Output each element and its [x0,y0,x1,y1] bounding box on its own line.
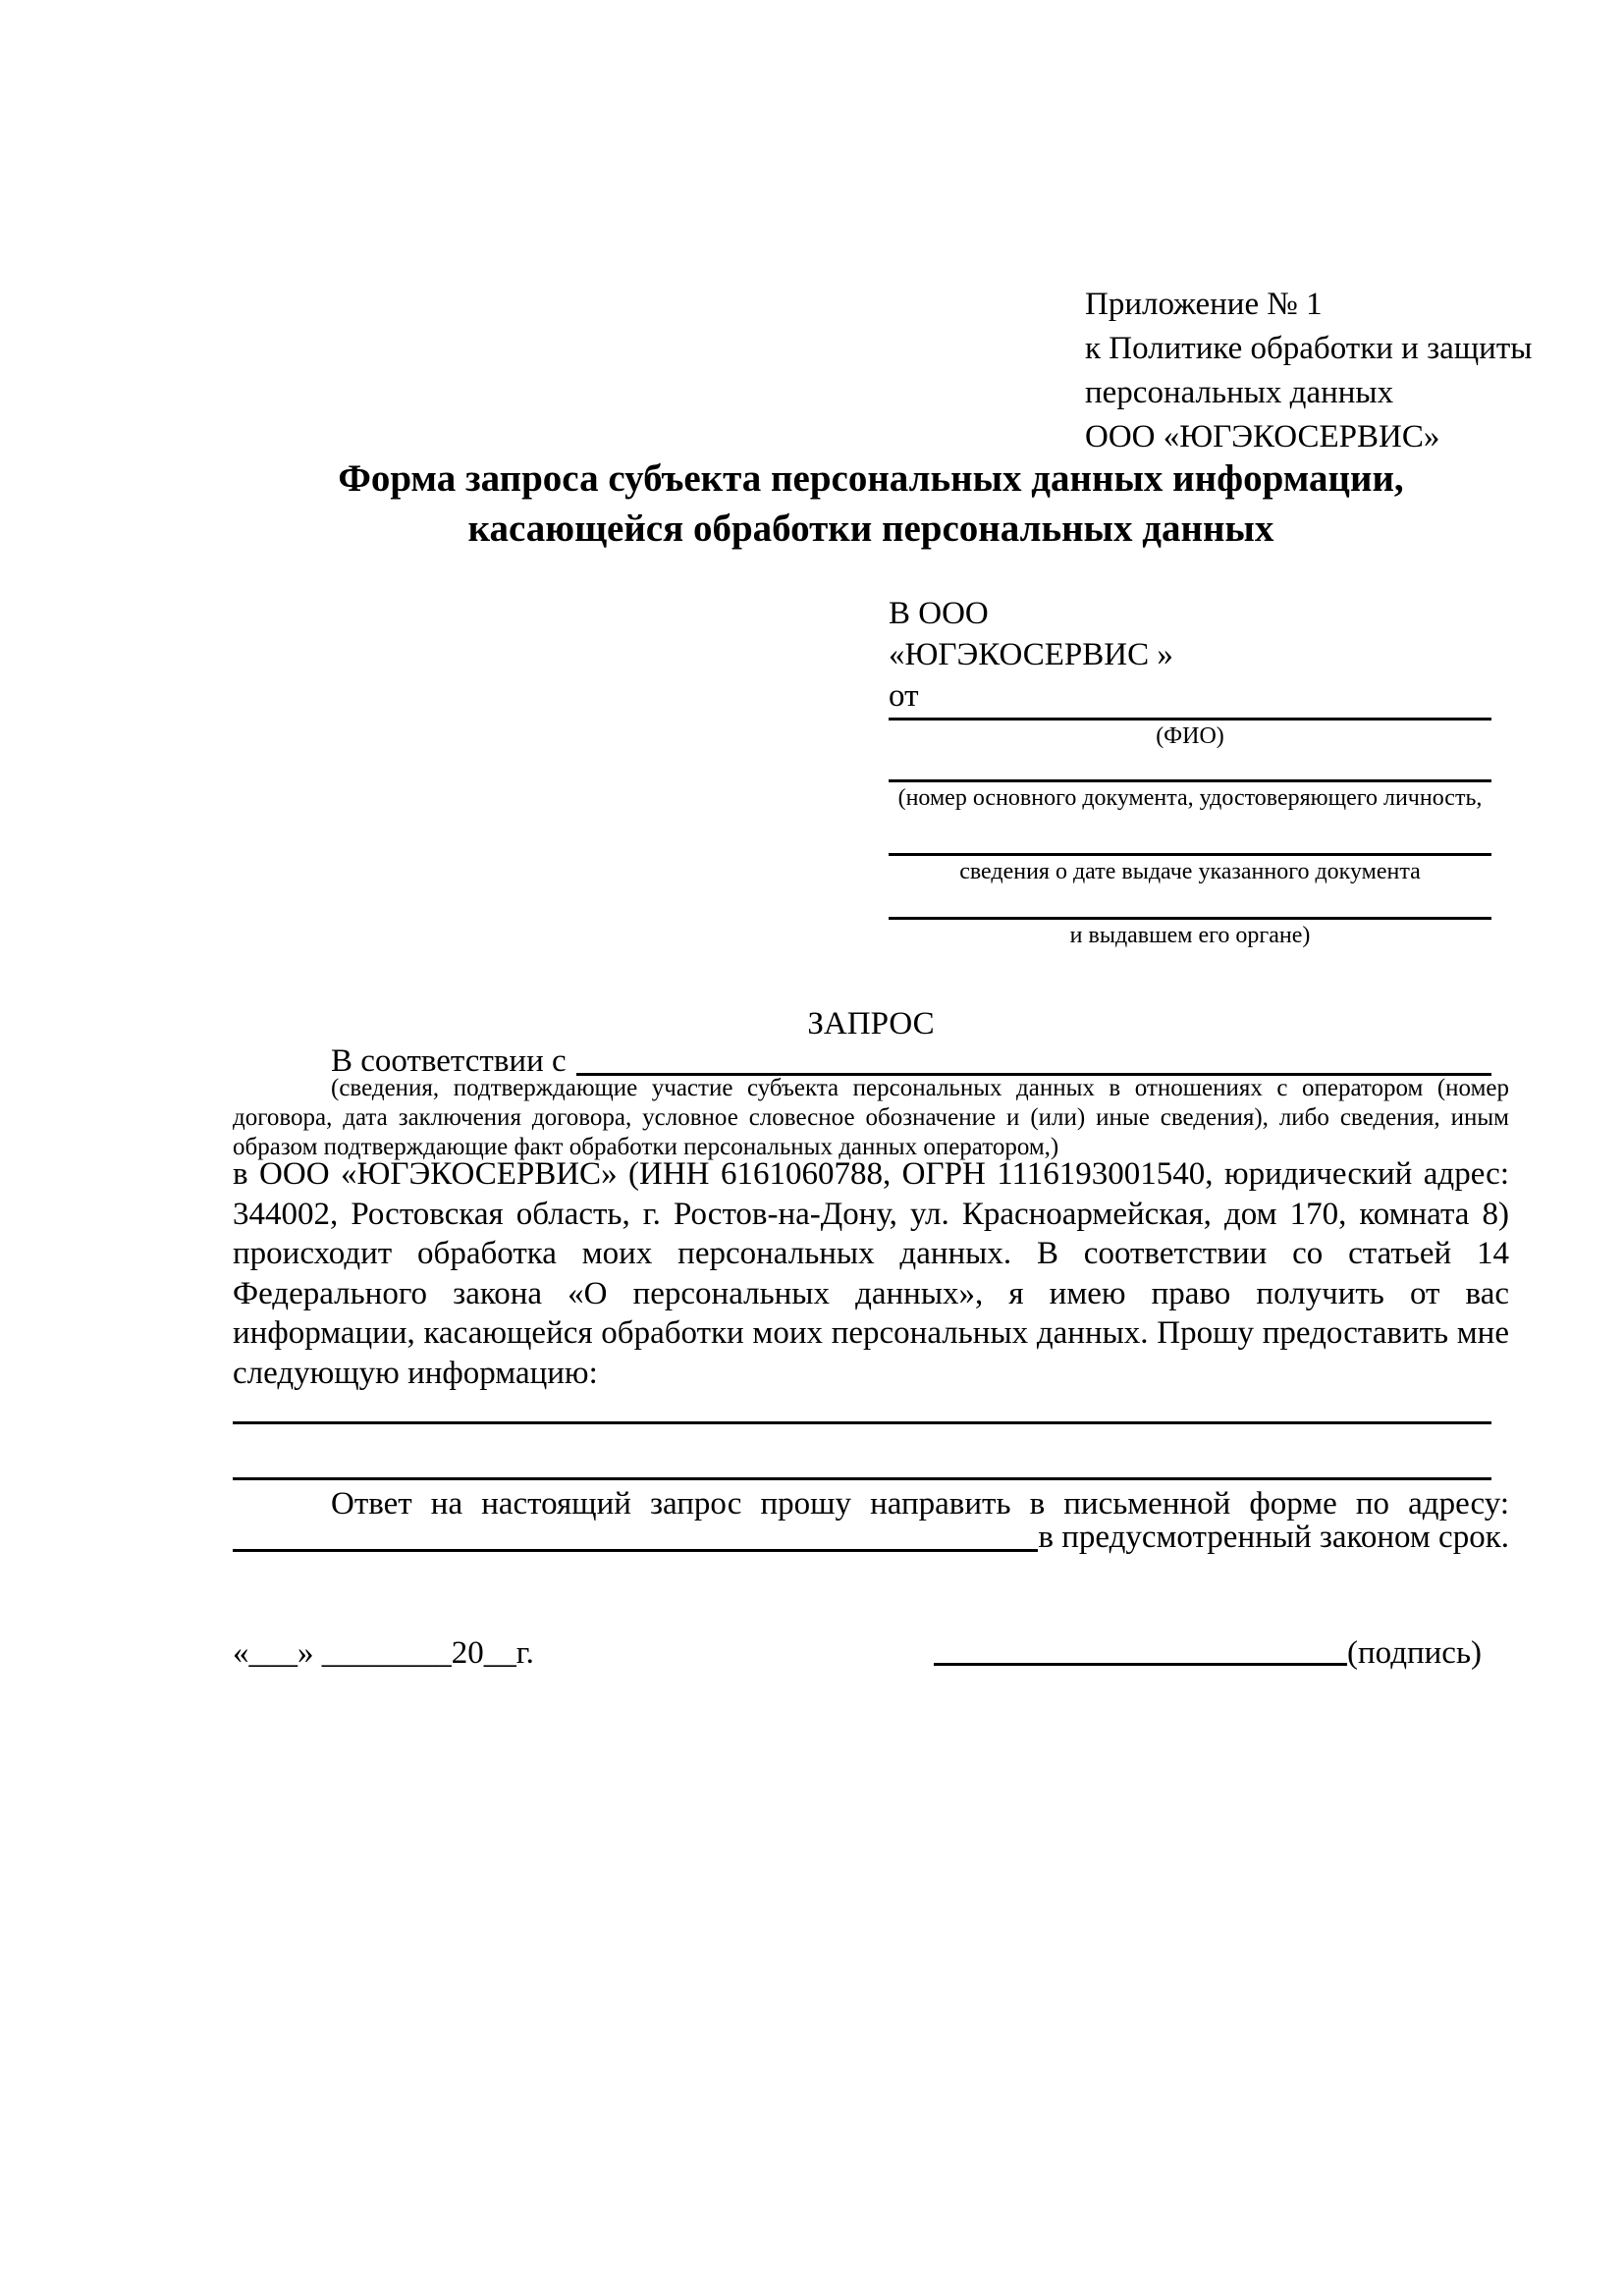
footer-row [233,1633,1509,1673]
appendix-line-1: Приложение № 1 [1085,287,1323,322]
reply-sentence: Ответ на настоящий запрос прошу направить в письменной форме по адресу: [331,1486,1509,1522]
appendix-line-3: персональных данных [1085,375,1394,410]
page-title [233,454,1509,554]
appendix-line-2: к Политике обработки и защиты [1085,331,1533,366]
footnote-text: (сведения, подтверждающие участие субъекта персональных данных в отношениях с оператором (номер договора, дата заключения договора, условное словесное обозначение и (или) иные сведения), либо сведения, иным образом подтверждающие факт обработки персональных данных оператором,) [233,1075,1509,1160]
fio-caption: (ФИО) [1156,723,1224,749]
date-field: «___» ________20__г. [233,1635,534,1671]
information-blank-line-2 [233,1448,1491,1480]
document-issue-date-blank-line [889,815,1491,856]
addressee-org-line-2: «ЮГЭКОСЕРВИС » [889,637,1173,672]
document-number-caption: (номер основного документа, удостоверяющего личность, [897,785,1483,811]
signature-blank-line [934,1662,1347,1666]
document-issuer-blank-line [889,888,1491,920]
address-blank-line [233,1548,1038,1552]
reply-suffix: в предусмотренный законом срок. [1038,1520,1509,1555]
body-paragraph: в ООО «ЮГЭКОСЕРВИС» (ИНН 6161060788, ОГРН 1116193001540, юридический адрес: 344002, Ростовская область, г. Ростов-на-Дону, ул. Красноармейская, дом 170, комната 8) происходит обработка моих персональных данных. В соответствии со статьей 14 Федерального закона «О персональных данных», я имею право получить от вас информации, касающейся обработки моих персональных данных. Прошу предоставить мне следующую информацию: [233,1156,1509,1391]
document-number-blank-line [889,753,1491,782]
document-issuer-caption: и выдавшем его органе) [1069,923,1311,948]
signature-group [934,1633,1482,1673]
page-title-text: Форма запроса субъекта персональных данных информации, касающейся обработки персональных данных [338,457,1404,550]
appendix-block [1085,283,1533,459]
appendix-line-4: ООО «ЮГЭКОСЕРВИС» [1085,419,1440,454]
request-heading: ЗАПРОС [807,1006,935,1041]
address-row [233,1518,1509,1557]
addressee-from-label: от [889,678,919,714]
addressee-org-line-1: В ООО [889,596,989,631]
document-issue-date-caption: сведения о дате выдаче указанного документа [959,859,1421,884]
addressee-block [889,593,1491,952]
signature-caption: (подпись) [1347,1635,1482,1671]
according-prefix: В соответствии с [331,1043,567,1079]
information-blank-line-1 [233,1392,1491,1424]
